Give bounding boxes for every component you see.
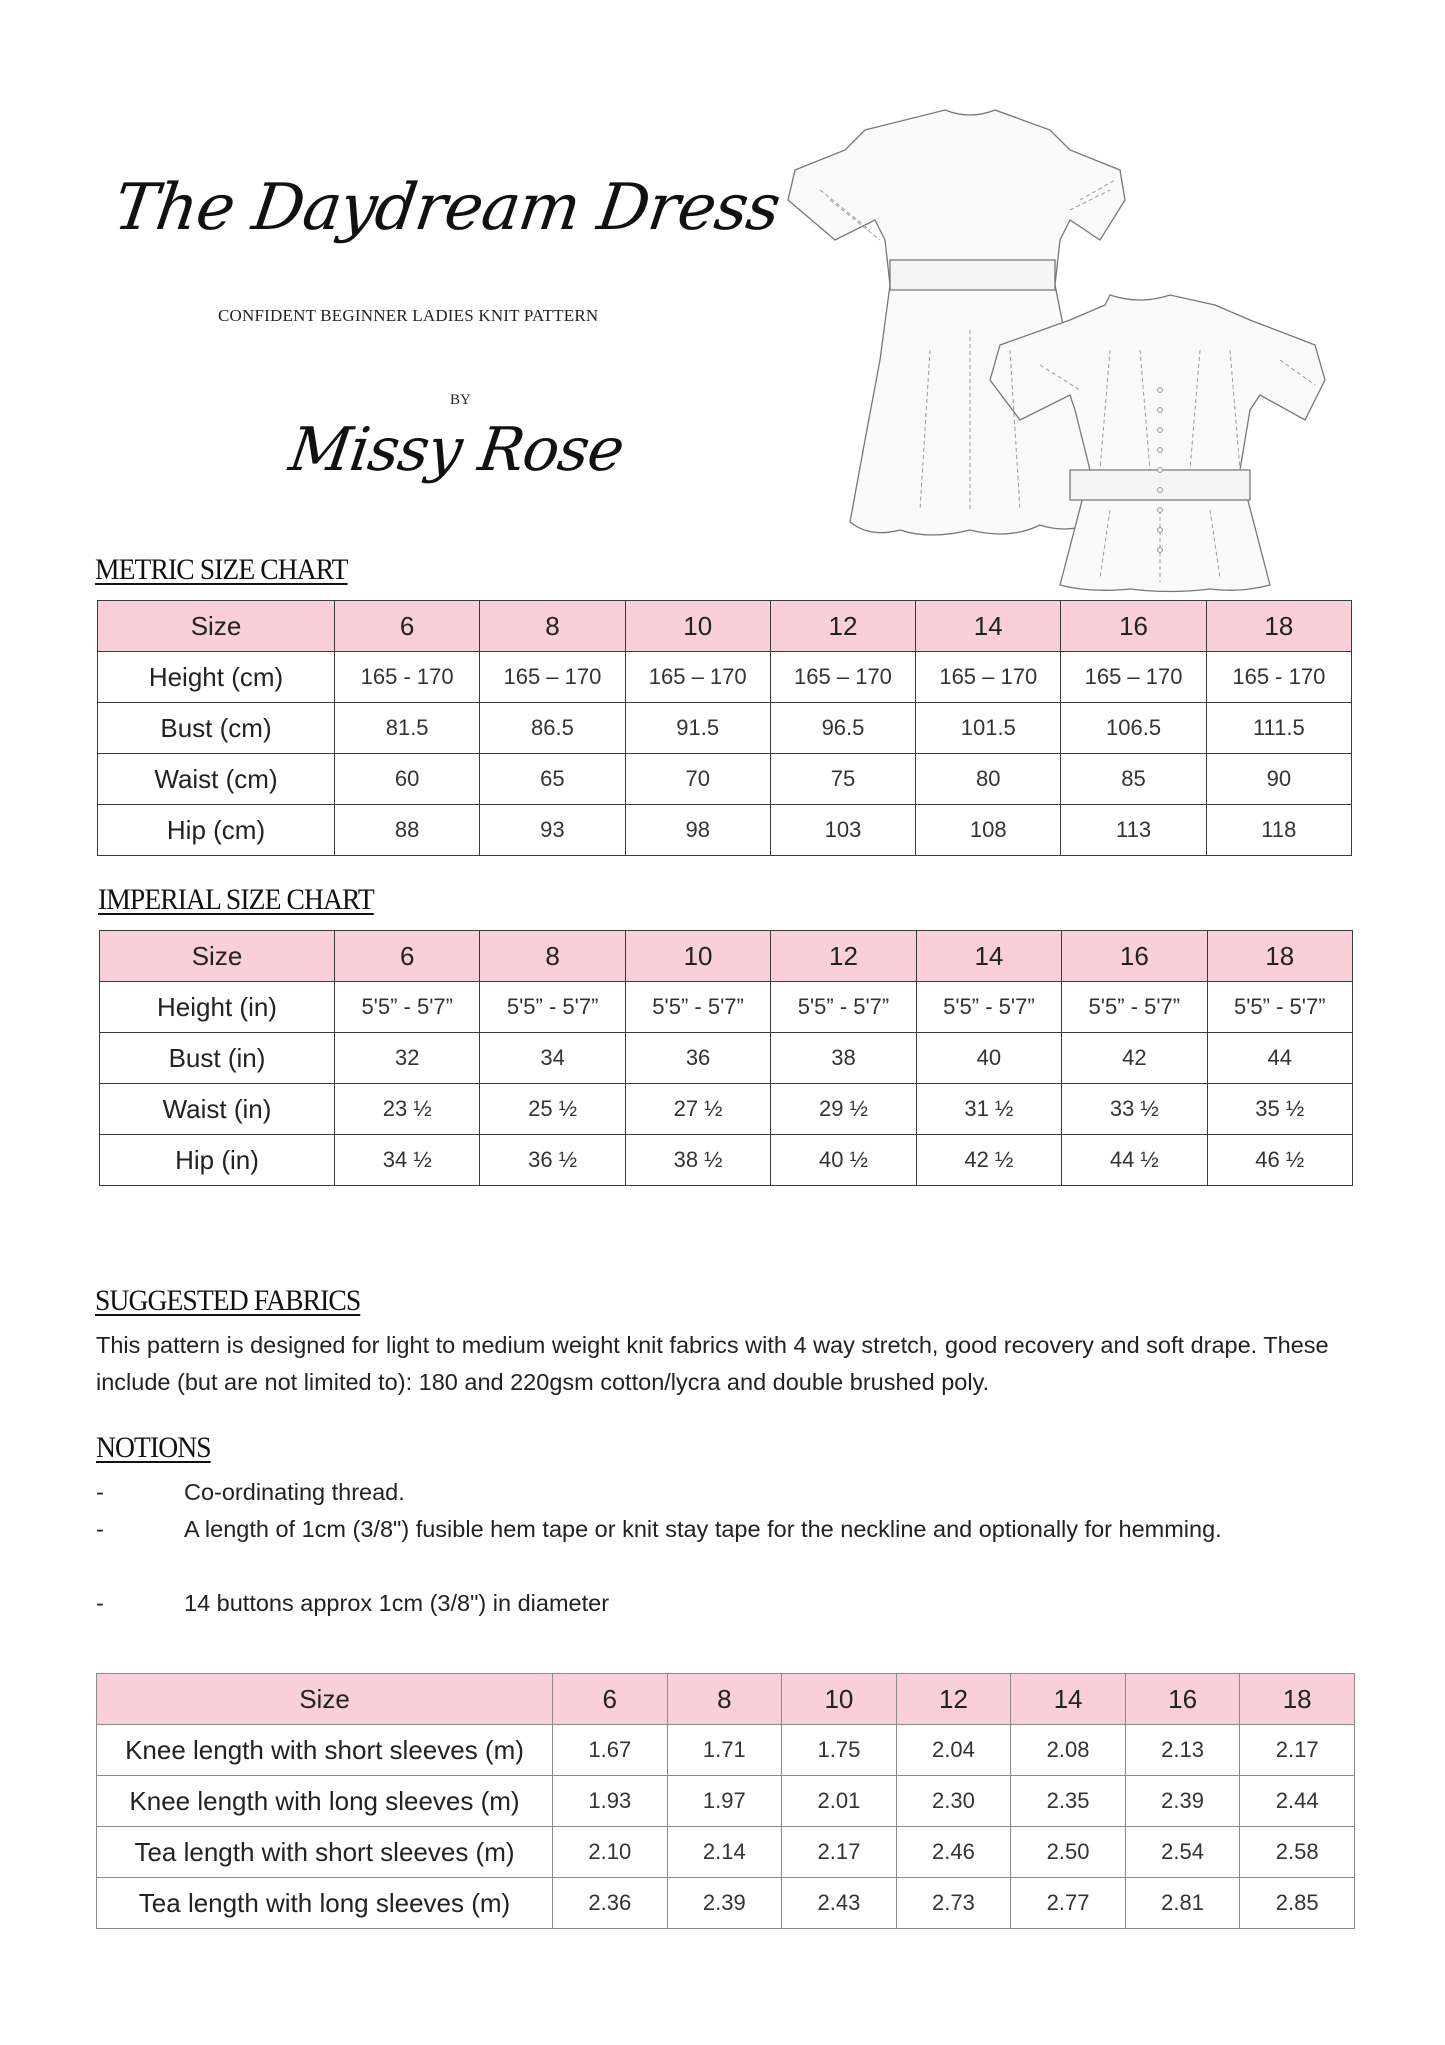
metric-row-label: Waist (cm) xyxy=(98,754,335,805)
imperial-cell: 29 ½ xyxy=(771,1084,916,1135)
metric-chart-heading: METRIC SIZE CHART xyxy=(95,553,348,586)
metric-cell: 90 xyxy=(1206,754,1351,805)
imperial-cell: 23 ½ xyxy=(335,1084,480,1135)
pattern-subtitle: CONFIDENT BEGINNER LADIES KNIT PATTERN xyxy=(218,306,599,325)
notion-item xyxy=(0,1474,1445,1511)
fabric-row xyxy=(97,1725,1355,1776)
metric-header-cell: 10 xyxy=(625,601,770,652)
imperial-cell: 36 ½ xyxy=(480,1135,625,1186)
fabric-cell: 2.46 xyxy=(896,1827,1011,1878)
imperial-cell: 38 xyxy=(771,1033,916,1084)
imperial-cell: 5'5” - 5'7” xyxy=(1062,982,1207,1033)
notion-text: Co-ordinating thread. xyxy=(184,1479,405,1505)
imperial-header-size: Size xyxy=(100,931,335,982)
metric-header-cell: 18 xyxy=(1206,601,1351,652)
metric-cell: 165 - 170 xyxy=(1206,652,1351,703)
fabric-cell: 2.10 xyxy=(553,1827,668,1878)
imperial-cell: 34 xyxy=(480,1033,625,1084)
metric-cell: 85 xyxy=(1061,754,1206,805)
fabric-cell: 2.73 xyxy=(896,1878,1011,1929)
fabric-cell: 2.39 xyxy=(1125,1776,1240,1827)
fabric-cell: 2.01 xyxy=(782,1776,897,1827)
imperial-cell: 44 xyxy=(1207,1033,1352,1084)
imperial-header-cell: 18 xyxy=(1207,931,1352,982)
metric-cell: 93 xyxy=(480,805,625,856)
imperial-cell: 44 ½ xyxy=(1062,1135,1207,1186)
fabric-header-cell: 12 xyxy=(896,1674,1011,1725)
fabric-header-row xyxy=(97,1674,1355,1725)
metric-cell: 165 – 170 xyxy=(770,652,915,703)
imperial-cell: 46 ½ xyxy=(1207,1135,1352,1186)
fabric-cell: 2.13 xyxy=(1125,1725,1240,1776)
metric-cell: 165 - 170 xyxy=(335,652,480,703)
metric-cell: 75 xyxy=(770,754,915,805)
metric-cell: 80 xyxy=(916,754,1061,805)
metric-cell: 111.5 xyxy=(1206,703,1351,754)
fabric-cell: 2.14 xyxy=(667,1827,782,1878)
fabric-cell: 2.50 xyxy=(1011,1827,1126,1878)
fabric-cell: 2.81 xyxy=(1125,1878,1240,1929)
fabric-cell: 2.58 xyxy=(1240,1827,1355,1878)
imperial-header-cell: 16 xyxy=(1062,931,1207,982)
fabric-cell: 2.43 xyxy=(782,1878,897,1929)
metric-row xyxy=(98,703,1352,754)
metric-header-cell: 8 xyxy=(480,601,625,652)
metric-cell: 108 xyxy=(916,805,1061,856)
metric-cell: 88 xyxy=(335,805,480,856)
metric-cell: 96.5 xyxy=(770,703,915,754)
imperial-row xyxy=(100,1135,1353,1186)
fabric-row xyxy=(97,1776,1355,1827)
imperial-cell: 25 ½ xyxy=(480,1084,625,1135)
imperial-header-cell: 8 xyxy=(480,931,625,982)
metric-cell: 86.5 xyxy=(480,703,625,754)
imperial-size-chart xyxy=(99,930,1353,1186)
fabrics-heading: SUGGESTED FABRICS xyxy=(95,1284,361,1317)
notions-heading: NOTIONS xyxy=(96,1431,211,1464)
fabrics-description: This pattern is designed for light to medium weight knit fabrics with 4 way stretch, good recovery and soft drape. These include (but are not limited to): 180 and 220gsm cotton/lycra and double brushed poly. xyxy=(96,1332,1329,1395)
fabric-cell: 1.71 xyxy=(667,1725,782,1776)
notion-text: 14 buttons approx 1cm (3/8") in diameter xyxy=(184,1590,610,1616)
imperial-header-cell: 12 xyxy=(771,931,916,982)
metric-row-label: Bust (cm) xyxy=(98,703,335,754)
metric-row xyxy=(98,652,1352,703)
metric-header-row xyxy=(98,601,1352,652)
imperial-cell: 5'5” - 5'7” xyxy=(480,982,625,1033)
imperial-chart-heading: IMPERIAL SIZE CHART xyxy=(98,883,374,916)
fabric-cell: 1.97 xyxy=(667,1776,782,1827)
metric-cell: 165 – 170 xyxy=(916,652,1061,703)
imperial-row-label: Waist (in) xyxy=(100,1084,335,1135)
imperial-cell: 42 xyxy=(1062,1033,1207,1084)
brand-logo: Missy Rose xyxy=(285,415,628,485)
imperial-cell: 5'5” - 5'7” xyxy=(625,982,770,1033)
fabric-row-label: Tea length with long sleeves (m) xyxy=(97,1878,553,1929)
imperial-cell: 5'5” - 5'7” xyxy=(1207,982,1352,1033)
fabric-row xyxy=(97,1878,1355,1929)
fabric-header-cell: 10 xyxy=(782,1674,897,1725)
metric-cell: 165 – 170 xyxy=(625,652,770,703)
imperial-header-cell: 14 xyxy=(916,931,1061,982)
fabric-header-cell: 14 xyxy=(1011,1674,1126,1725)
fabric-cell: 2.17 xyxy=(782,1827,897,1878)
metric-cell: 118 xyxy=(1206,805,1351,856)
metric-header-cell: 12 xyxy=(770,601,915,652)
pattern-title: The Daydream Dress xyxy=(109,171,785,245)
fabric-row-label: Knee length with long sleeves (m) xyxy=(97,1776,553,1827)
metric-cell: 165 – 170 xyxy=(480,652,625,703)
imperial-row xyxy=(100,982,1353,1033)
fabric-cell: 2.36 xyxy=(553,1878,668,1929)
fabric-cell: 1.67 xyxy=(553,1725,668,1776)
fabric-cell: 2.17 xyxy=(1240,1725,1355,1776)
imperial-cell: 5'5” - 5'7” xyxy=(916,982,1061,1033)
fabric-cell: 2.44 xyxy=(1240,1776,1355,1827)
imperial-cell: 5'5” - 5'7” xyxy=(771,982,916,1033)
notion-bullet: - xyxy=(96,1516,104,1542)
metric-row-label: Hip (cm) xyxy=(98,805,335,856)
notion-text: A length of 1cm (3/8") fusible hem tape or knit stay tape for the neckline and optionally for hemming. xyxy=(184,1516,1222,1542)
metric-cell: 113 xyxy=(1061,805,1206,856)
imperial-row-label: Height (in) xyxy=(100,982,335,1033)
metric-cell: 60 xyxy=(335,754,480,805)
metric-header-cell: 14 xyxy=(916,601,1061,652)
metric-row-label: Height (cm) xyxy=(98,652,335,703)
metric-row xyxy=(98,805,1352,856)
fabric-header-cell: 6 xyxy=(553,1674,668,1725)
fabric-cell: 2.54 xyxy=(1125,1827,1240,1878)
metric-cell: 101.5 xyxy=(916,703,1061,754)
fabric-cell: 2.39 xyxy=(667,1878,782,1929)
fabric-header-cell: 18 xyxy=(1240,1674,1355,1725)
imperial-cell: 31 ½ xyxy=(916,1084,1061,1135)
imperial-cell: 34 ½ xyxy=(335,1135,480,1186)
dress-illustration xyxy=(770,90,1370,595)
imperial-header-cell: 6 xyxy=(335,931,480,982)
imperial-cell: 38 ½ xyxy=(625,1135,770,1186)
metric-cell: 103 xyxy=(770,805,915,856)
fabric-requirements-chart xyxy=(96,1673,1355,1929)
metric-cell: 81.5 xyxy=(335,703,480,754)
imperial-cell: 42 ½ xyxy=(916,1135,1061,1186)
imperial-header-row xyxy=(100,931,1353,982)
imperial-cell: 40 ½ xyxy=(771,1135,916,1186)
fabric-cell: 1.93 xyxy=(553,1776,668,1827)
metric-header-cell: 16 xyxy=(1061,601,1206,652)
fabric-cell: 1.75 xyxy=(782,1725,897,1776)
fabric-cell: 2.85 xyxy=(1240,1878,1355,1929)
imperial-cell: 33 ½ xyxy=(1062,1084,1207,1135)
imperial-cell: 35 ½ xyxy=(1207,1084,1352,1135)
fabric-row-label: Tea length with short sleeves (m) xyxy=(97,1827,553,1878)
fabric-header-cell: 8 xyxy=(667,1674,782,1725)
metric-cell: 165 – 170 xyxy=(1061,652,1206,703)
imperial-row xyxy=(100,1033,1353,1084)
fabric-row xyxy=(97,1827,1355,1878)
imperial-cell: 40 xyxy=(916,1033,1061,1084)
dress-sketch-icon xyxy=(770,90,1370,595)
metric-cell: 98 xyxy=(625,805,770,856)
fabric-cell: 2.77 xyxy=(1011,1878,1126,1929)
metric-cell: 106.5 xyxy=(1061,703,1206,754)
fabric-cell: 2.08 xyxy=(1011,1725,1126,1776)
fabric-header-size: Size xyxy=(97,1674,553,1725)
imperial-cell: 5'5” - 5'7” xyxy=(335,982,480,1033)
metric-cell: 65 xyxy=(480,754,625,805)
metric-row xyxy=(98,754,1352,805)
imperial-row-label: Hip (in) xyxy=(100,1135,335,1186)
metric-header-size: Size xyxy=(98,601,335,652)
fabric-cell: 2.30 xyxy=(896,1776,1011,1827)
notion-item xyxy=(0,1511,1445,1585)
fabric-cell: 2.35 xyxy=(1011,1776,1126,1827)
imperial-row xyxy=(100,1084,1353,1135)
metric-header-cell: 6 xyxy=(335,601,480,652)
notion-bullet: - xyxy=(96,1479,104,1505)
imperial-row-label: Bust (in) xyxy=(100,1033,335,1084)
fabric-cell: 2.04 xyxy=(896,1725,1011,1776)
brand-by: BY xyxy=(450,392,471,408)
imperial-cell: 32 xyxy=(335,1033,480,1084)
notion-item xyxy=(0,1585,1445,1622)
metric-cell: 70 xyxy=(625,754,770,805)
imperial-cell: 27 ½ xyxy=(625,1084,770,1135)
notion-bullet: - xyxy=(96,1590,104,1616)
fabric-row-label: Knee length with short sleeves (m) xyxy=(97,1725,553,1776)
fabric-header-cell: 16 xyxy=(1125,1674,1240,1725)
metric-cell: 91.5 xyxy=(625,703,770,754)
metric-size-chart xyxy=(97,600,1352,856)
imperial-header-cell: 10 xyxy=(625,931,770,982)
imperial-cell: 36 xyxy=(625,1033,770,1084)
